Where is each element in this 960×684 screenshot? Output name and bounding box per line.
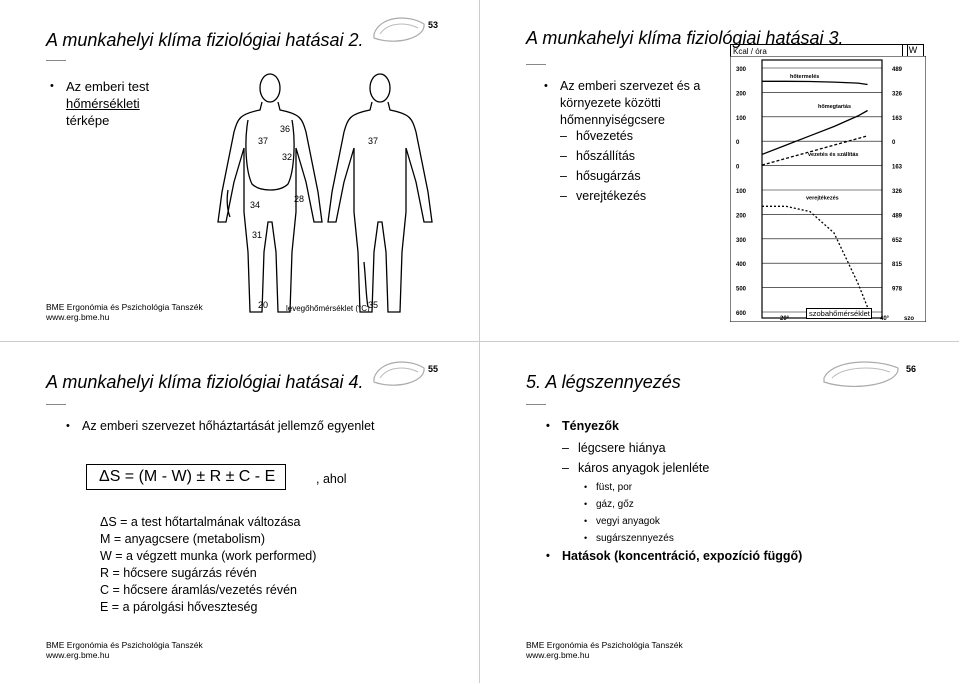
temp-label: 28: [294, 194, 305, 204]
footer-org: BME Ergonómia és Pszichológia Tanszék: [526, 640, 683, 650]
y-left-tick: 0: [736, 140, 740, 147]
y-left-tick: 100: [736, 115, 747, 122]
y-left-tick: 100: [736, 189, 747, 195]
y-left-tick: 0: [736, 164, 740, 171]
curve-label: vezetés és szállítás: [808, 151, 859, 158]
y-right-tick: 489: [892, 213, 903, 220]
temp-label: 31: [252, 230, 263, 240]
subitem: – verejtékezés: [576, 188, 646, 205]
subitem: – hőszállítás: [576, 148, 635, 165]
definition-item: W = a végzett munka (work performed): [100, 549, 317, 563]
footer: [46, 640, 203, 660]
bullet-line: térképe: [66, 113, 110, 128]
subitem: – hősugárzás: [576, 168, 641, 185]
title-rule: [526, 404, 546, 405]
y-right-unit: W: [902, 44, 924, 60]
y-left-tick: 600: [736, 311, 747, 317]
slide-title: A munkahelyi klíma fiziológiai hatásai 3.: [526, 28, 844, 48]
slide-55: [0, 342, 480, 683]
bullet-line: hőmérsékleti: [66, 96, 140, 111]
ergonomics-logo-icon: [814, 356, 904, 396]
body-figure-warm: [328, 74, 432, 312]
temp-label: 32: [282, 152, 293, 162]
y-right-tick: 0: [892, 140, 896, 147]
ergonomics-logo-icon: [366, 356, 430, 394]
y-right-tick: 489: [892, 67, 903, 73]
footer-org: BME Ergonómia és Pszichológia Tanszék: [46, 302, 203, 312]
y-right-tick: 163: [892, 115, 903, 122]
bullet-line: Az emberi test: [66, 79, 150, 94]
slide-56: [480, 342, 959, 683]
bullet-effects: • Hatások (koncentráció, expozíció függő): [562, 548, 802, 565]
y-left-tick: 400: [736, 262, 747, 269]
subsubitem: • füst, por: [596, 482, 632, 493]
page-number: 55: [428, 364, 439, 374]
y-left-tick: 300: [736, 67, 747, 73]
chart-xlabel: szobahőmérséklet: [806, 308, 872, 319]
definition-item: E = a párolgási hőveszteség: [100, 600, 258, 614]
footer-org: BME Ergonómia és Pszichológia Tanszék: [46, 640, 203, 650]
footer-web: www.erg.bme.hu: [526, 650, 590, 660]
bullet-body-map: [66, 78, 186, 129]
y-left-tick: 300: [736, 237, 747, 244]
y-left-tick: 200: [736, 213, 747, 220]
y-right-tick: 163: [892, 164, 903, 171]
definition-item: M = anyagcsere (metabolism): [100, 532, 265, 546]
curve-label: hőtermelés: [790, 74, 820, 81]
heat-exchange-chart: [730, 56, 926, 322]
heat-balance-equation: ΔS = (M - W) ± R ± C - E: [86, 464, 286, 490]
bullet-equation-intro: • Az emberi szervezet hőháztartását jellemző egyenlet: [82, 418, 375, 435]
curve-label: verejtékezés: [806, 195, 839, 202]
axis-label: levegőhőmérséklet (°C): [286, 304, 370, 313]
slide-53: [0, 0, 480, 342]
temp-label: 36: [280, 124, 291, 134]
definition-item: R = hőcsere sugárzás révén: [100, 566, 257, 580]
equation-ahol: , ahol: [316, 472, 347, 486]
y-left-tick: 200: [736, 91, 747, 98]
subsubitem: • gáz, gőz: [596, 499, 634, 510]
y-right-tick: 326: [892, 189, 903, 195]
body-figure-cold: [218, 74, 322, 312]
x-tick: 20°: [780, 316, 790, 322]
curve-label: hőmegtartás: [818, 103, 852, 110]
footer: [46, 302, 203, 322]
definition-item: C = hőcsere áramlás/vezetés révén: [100, 583, 297, 597]
definition-item: ΔS = a test hőtartalmának változása: [100, 515, 301, 529]
y-left-tick: 500: [736, 286, 747, 293]
y-right-tick: 815: [892, 262, 903, 269]
ergonomics-logo-icon: [366, 12, 430, 50]
y-right-tick: 652: [892, 237, 903, 244]
temp-label: 37: [258, 136, 269, 146]
bullet-heat-exchange: • Az emberi szervezet és a környezete közötti hőmennyiségcsere: [560, 78, 750, 129]
temp-label: 37: [368, 136, 379, 146]
definitions-list: [100, 514, 316, 616]
axis-max: 35: [368, 300, 379, 310]
x-tick: 40°: [880, 316, 890, 322]
subitem: – légcsere hiánya: [578, 440, 666, 457]
axis-min: 20: [258, 300, 269, 310]
y-left-unit: Kcal / óra: [733, 47, 767, 56]
slide-title: A munkahelyi klíma fiziológiai hatásai 4.: [46, 372, 364, 392]
x-tick: szo: [904, 316, 915, 322]
footer: [526, 640, 683, 660]
slide-title: 5. A légszennyezés: [526, 372, 681, 392]
subitem: – hővezetés: [576, 128, 633, 145]
page-number: 56: [906, 364, 917, 374]
bullet-factors: • Tényezők: [562, 418, 619, 435]
slide-title: A munkahelyi klíma fiziológiai hatásai 2.: [46, 30, 364, 50]
title-rule: [46, 404, 66, 405]
footer-web: www.erg.bme.hu: [46, 312, 110, 322]
subsubitem: • sugárszennyezés: [596, 533, 674, 544]
temp-label: 34: [250, 200, 261, 210]
page-number: 53: [428, 20, 439, 30]
slide-54: [480, 0, 959, 342]
body-temperature-map: [200, 62, 440, 332]
subsubitem: • vegyi anyagok: [596, 516, 660, 527]
y-right-tick: 978: [892, 286, 903, 293]
y-right-tick: 326: [892, 91, 903, 98]
title-rule: [526, 64, 546, 65]
footer-web: www.erg.bme.hu: [46, 650, 110, 660]
subitem: – káros anyagok jelenléte: [578, 460, 709, 477]
title-rule: [46, 60, 66, 61]
